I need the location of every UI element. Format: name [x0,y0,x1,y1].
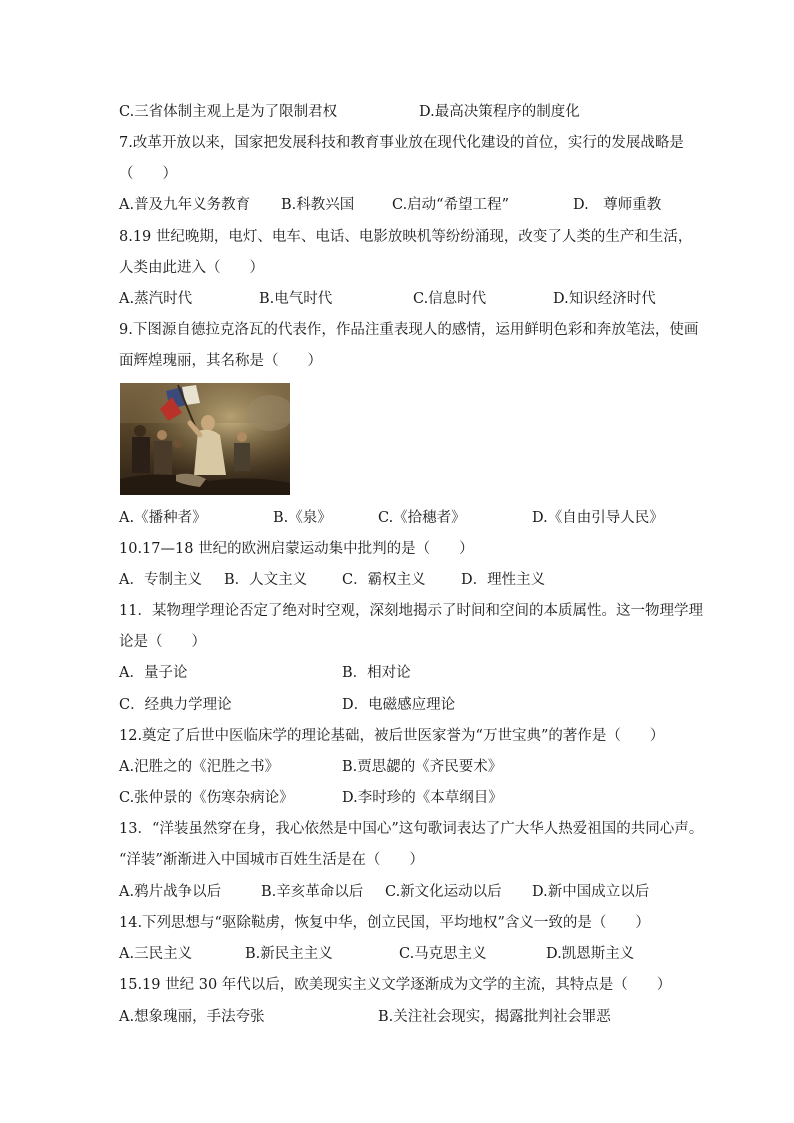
q7-option-b: B.科教兴国 [281,197,355,213]
q13-option-b: B.辛亥革命以后 [261,884,364,900]
q15-option-a: A.想象瑰丽，手法夸张 [119,1009,265,1025]
q12-option-d: D.李时珍的《本草纲目》 [342,790,503,806]
q13-option-a: A.鸦片战争以后 [119,884,222,900]
q11-stem-line-1: 11．某物理学理论否定了绝对时空观，深刻地揭示了时间和空间的本质属性。这一物理学理 [119,603,703,619]
q11-option-d: D．电磁感应理论 [342,697,456,713]
q8-stem-line-2: 人类由此进入（ ） [119,260,264,276]
q11-option-a: A．量子论 [119,665,188,681]
q15-stem: 15.19 世纪 30 年代以后，欧美现实主义文学逐渐成为文学的主流，其特点是（ ） [119,977,672,993]
q8-option-c: C.信息时代 [413,291,487,307]
q9-stem-line-1: 9.下图源自德拉克洛瓦的代表作，作品注重表现人的感情，运用鲜明色彩和奔放笔法，使画 [119,322,699,338]
q14-option-a: A.三民主义 [119,946,193,962]
q8-option-a: A.蒸汽时代 [119,291,193,307]
q14-option-c: C.马克思主义 [399,946,487,962]
q10-option-d: D．理性主义 [461,572,546,588]
q7-option-c: C.启动“希望工程” [392,197,510,213]
q13-option-c: C.新文化运动以后 [385,884,502,900]
q14-option-b: B.新民主主义 [245,946,333,962]
q10-stem: 10.17—18 世纪的欧洲启蒙运动集中批判的是（ ） [119,541,474,557]
q9-stem-line-2: 面辉煌瑰丽，其名称是（ ） [119,353,322,369]
q12-stem: 12.奠定了后世中医临床学的理论基础，被后世医家誉为“万世宝典”的著作是（ ） [119,728,665,744]
q9-option-b: B.《泉》 [273,510,332,526]
q8-stem-line-1: 8.19 世纪晚期，电灯、电车、电话、电影放映机等纷纷涌现，改变了人类的生产和生活， [119,229,693,245]
q15-option-b: B.关注社会现实，揭露批判社会罪恶 [378,1009,611,1025]
liberty-leading-the-people-painting [120,383,290,495]
q6-option-c: C.三省体制主观上是为了限制君权 [119,104,338,120]
q10-option-b: B．人文主义 [224,572,308,588]
q6-option-d: D.最高决策程序的制度化 [419,104,580,120]
q9-option-a: A.《播种者》 [119,510,207,526]
q7-stem-line-2: （ ） [119,166,177,182]
q8-option-d: D.知识经济时代 [553,291,656,307]
q13-stem-line-1: 13．“洋装虽然穿在身，我心依然是中国心”这句歌词表达了广大华人热爱祖国的共同心声。 [119,821,704,837]
q11-option-c: C．经典力学理论 [119,697,232,713]
q7-option-d: D. 尊师重教 [573,197,662,213]
q13-stem-line-2: “洋装”渐渐进入中国城市百姓生活是在（ ） [119,852,424,868]
q10-option-c: C．霸权主义 [342,572,426,588]
q7-option-a: A.普及九年义务教育 [119,197,251,213]
q14-stem: 14.下列思想与“驱除鞑虏，恢复中华，创立民国，平均地权”含义一致的是（ ） [119,915,650,931]
q11-stem-line-2: 论是（ ） [119,634,206,650]
q14-option-d: D.凯恩斯主义 [546,946,635,962]
q9-option-d: D.《自由引导人民》 [532,510,664,526]
q9-option-c: C.《拾穗者》 [378,510,466,526]
q10-option-a: A．专制主义 [119,572,202,588]
q13-option-d: D.新中国成立以后 [532,884,650,900]
q12-option-b: B.贾思勰的《齐民要术》 [342,759,503,775]
q12-option-c: C.张仲景的《伤寒杂病论》 [119,790,294,806]
q8-option-b: B.电气时代 [259,291,333,307]
q12-option-a: A.汜胜之的《汜胜之书》 [119,759,280,775]
q11-option-b: B．相对论 [342,665,411,681]
q7-stem-line-1: 7.改革开放以来，国家把发展科技和教育事业放在现代化建设的首位，实行的发展战略是 [119,135,684,151]
